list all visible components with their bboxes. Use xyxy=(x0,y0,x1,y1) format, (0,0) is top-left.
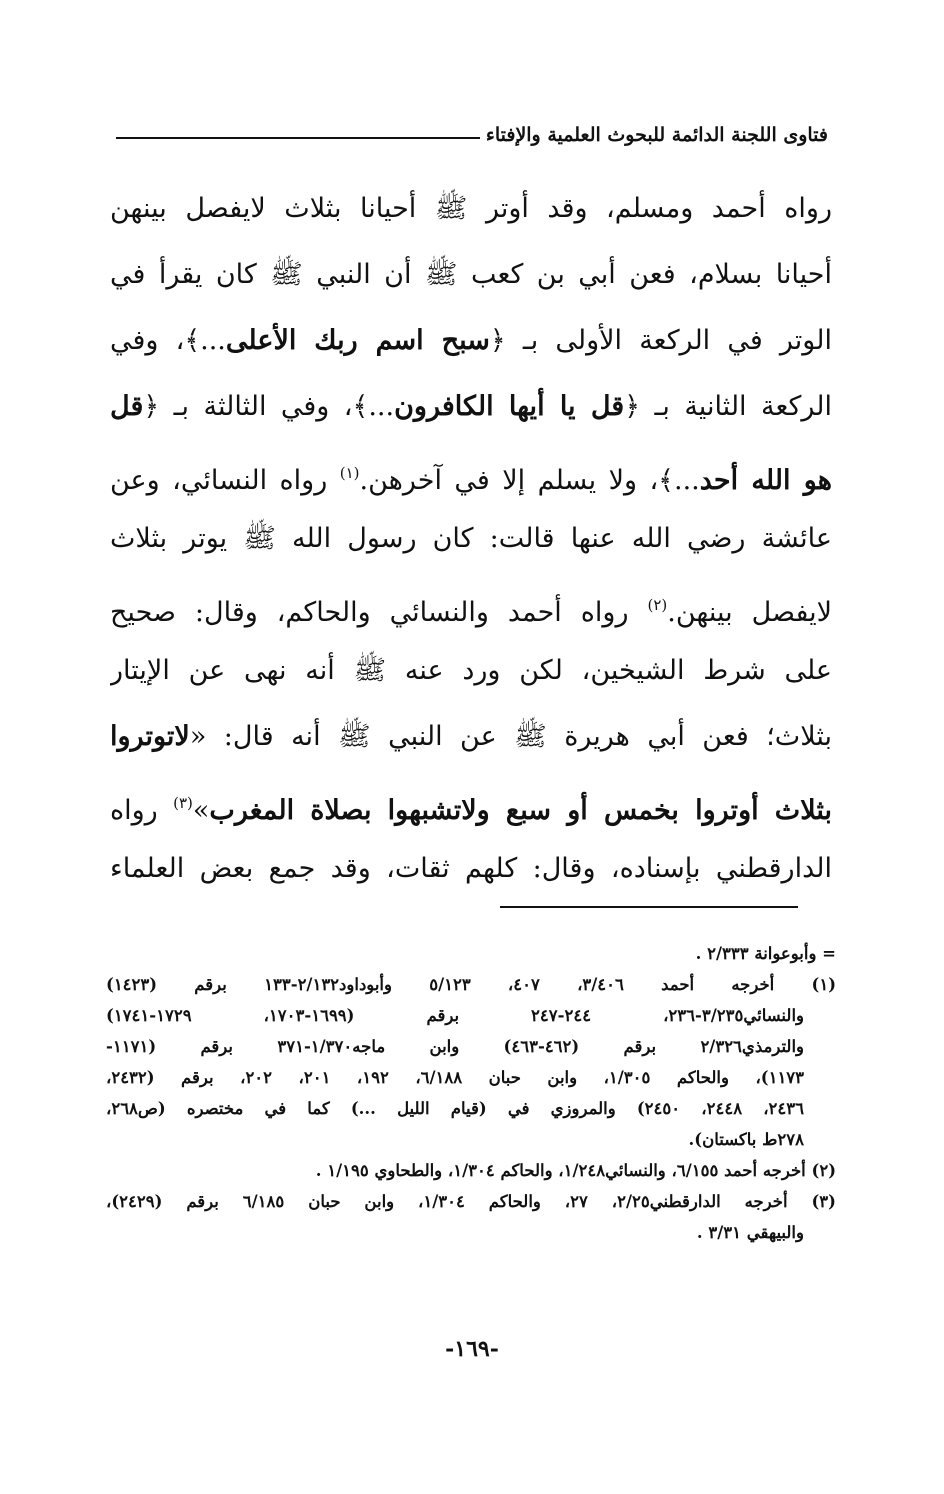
text-line: عائشة رضي الله عنها قالت: كان رسول الله ﷺ يوتر بثلاث xyxy=(110,523,832,554)
footnote-ref: (٢) xyxy=(647,596,668,614)
footnote-1-line: ٢٧٨ط باكستان). xyxy=(688,1130,804,1149)
hadith-quote: لاتوتروا xyxy=(110,721,190,752)
footnote-1-line: ٢٤٣٦، ٢٤٤٨، ٢٤٥٠) والمروزي في (قيام الليل ...) كما في مختصره (ص٢٦٨، xyxy=(106,1099,804,1118)
text-line: الدارقطني بإسناده، وقال: كلهم ثقات، وقد جمع بعض العلماء xyxy=(110,853,832,884)
footnotes xyxy=(106,938,836,1248)
text-run: ...﴾، ولا يسلم إلا في آخرهن. xyxy=(359,465,700,496)
text-run: » xyxy=(192,795,210,826)
header-rule xyxy=(116,137,480,139)
footnote-separator xyxy=(500,906,798,908)
running-header xyxy=(116,116,828,146)
quran-quote: سبح اسم ربك الأعلى xyxy=(225,325,490,356)
text-run: ...﴾، وفي xyxy=(110,325,226,356)
text-line: أحيانا بسلام، فعن أبي بن كعب ﷺ أن النبي ﷺ كان يقرأ في xyxy=(110,259,832,290)
text-line xyxy=(110,770,832,836)
footnote-1-line: والنسائي٣/٢٣٥-٢٣٦، ٢٤٤-٢٤٧ برقم (١٦٩٩-١٧٠٣، ١٧٢٩-١٧٤١) xyxy=(106,1006,804,1025)
text-run: رواه xyxy=(110,795,174,826)
text-line: على شرط الشيخين، لكن ورد عنه ﷺ أنه نهى عن الإيتار xyxy=(110,655,832,686)
footnote-1-line: (١) أخرجه أحمد ٣/٤٠٦، ٤٠٧، ٥/١٢٣ وأبوداود٢/١٣٢-١٣٣ برقم (١٤٢٣) xyxy=(106,975,836,994)
quran-quote: قل يا أيها الكافرون xyxy=(394,391,625,422)
page-number: -١٦٩- xyxy=(445,1336,499,1362)
text-run: رواه النسائي، وعن xyxy=(110,465,340,496)
text-run: الركعة الثانية بـ ﴿ xyxy=(624,391,832,422)
footnote-2-line: (٢) أخرجه أحمد ٦/١٥٥، والنسائي١/٢٤٨، والحاكم ١/٣٠٤، والطحاوي ١/١٩٥ . xyxy=(315,1161,836,1180)
footnote-ref: (٣) xyxy=(173,794,193,812)
header-title: فتاوى اللجنة الدائمة للبحوث العلمية والإفتاء xyxy=(485,124,828,146)
footnote-3-line: (٣) أخرجه الدارقطني٢/٢٥، ٢٧، والحاكم ١/٣٠٤، وابن حبان ٦/١٨٥ برقم (٢٤٢٩)، xyxy=(106,1192,836,1211)
quran-quote: هو الله أحد xyxy=(699,465,832,496)
text-line: رواه أحمد ومسلم، وقد أوتر ﷺ أحيانا بثلاث لايفصل بينهن xyxy=(110,193,832,224)
footnote-3-line: والبيهقي ٣/٣١ . xyxy=(696,1223,804,1242)
text-run: لايفصل بينهن. xyxy=(667,597,832,628)
text-line xyxy=(110,440,832,506)
main-text xyxy=(110,176,832,902)
text-line xyxy=(110,374,832,440)
text-run: رواه أحمد والنسائي والحاكم، وقال: صحيح xyxy=(110,597,648,628)
text-line xyxy=(110,308,832,374)
hadith-quote: بثلاث أوتروا بخمس أو سبع ولاتشبهوا بصلاة المغرب xyxy=(209,795,832,826)
text-line xyxy=(110,704,832,770)
footnote-1-line: ١١٧٣)، والحاكم ١/٣٠٥، وابن حبان ٦/١٨٨، ١٩٢، ٢٠١، ٢٠٢، برقم (٢٤٣٢، xyxy=(106,1068,805,1087)
text-run: الوتر في الركعة الأولى بـ ﴿ xyxy=(489,325,832,356)
quran-quote: قل xyxy=(110,391,144,422)
text-run: بثلاث؛ فعن أبي هريرة ﷺ عن النبي ﷺ أنه قال: « xyxy=(189,721,832,752)
footnote-1-line: والترمذي٢/٣٢٦ برقم (٤٦٢-٤٦٣) وابن ماجه١/٣٧٠-٣٧١ برقم (١١٧١- xyxy=(106,1037,804,1056)
text-line xyxy=(110,572,832,638)
text-run: ...﴾، وفي الثالثة بـ ﴿ xyxy=(143,391,395,422)
footnote-continuation: = وأبوعوانة ٢/٣٣٣ . xyxy=(695,944,836,963)
footnote-ref: (١) xyxy=(339,464,360,482)
